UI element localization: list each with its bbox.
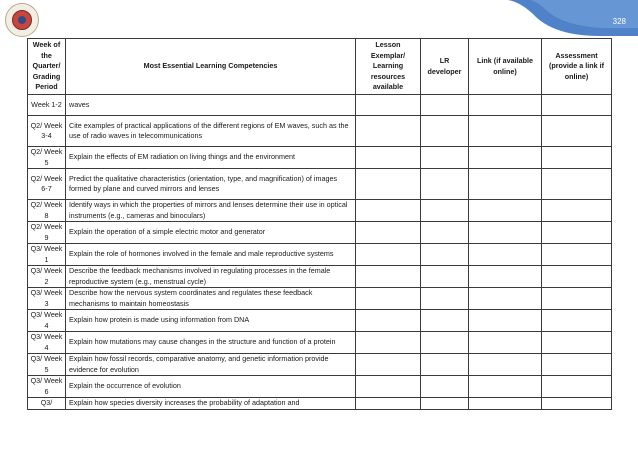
competency-cell: Describe the feedback mechanisms involved in regulating processes in the female reproductive system (e.g., menstrual cycle) — [66, 266, 356, 288]
link-cell — [469, 244, 542, 266]
competency-cell: Explain the role of hormones involved in the female and male reproductive systems — [66, 244, 356, 266]
lesson-exemplar-cell — [356, 222, 421, 244]
assessment-cell — [542, 147, 612, 169]
table-header-row — [28, 39, 612, 95]
table-row — [28, 310, 612, 332]
table-row — [28, 288, 612, 310]
table-row — [28, 354, 612, 376]
lesson-exemplar-cell — [356, 398, 421, 410]
lesson-exemplar-cell — [356, 169, 421, 200]
lr-developer-cell — [421, 332, 469, 354]
link-cell — [469, 376, 542, 398]
competency-cell: Predict the qualitative characteristics (orientation, type, and magnification) of images formed by plane and curved mirrors and lenses — [66, 169, 356, 200]
table-row — [28, 200, 612, 222]
table-row — [28, 169, 612, 200]
link-cell — [469, 354, 542, 376]
lr-developer-cell — [421, 310, 469, 332]
competencies-table — [27, 38, 612, 410]
table-row — [28, 398, 612, 410]
assessment-cell — [542, 288, 612, 310]
week-cell: Week 1-2 — [28, 95, 66, 116]
lesson-exemplar-cell — [356, 288, 421, 310]
competency-cell: Describe how the nervous system coordinates and regulates these feedback mechanisms to maintain homeostasis — [66, 288, 356, 310]
competency-cell: Explain how fossil records, comparative anatomy, and genetic information provide evidence for evolution — [66, 354, 356, 376]
week-cell: Q3/ Week 4 — [28, 332, 66, 354]
link-cell — [469, 310, 542, 332]
week-cell: Q3/ Week 5 — [28, 354, 66, 376]
header-lr-developer: LR developer — [421, 39, 469, 95]
link-cell — [469, 288, 542, 310]
link-cell — [469, 95, 542, 116]
competency-cell: Explain the occurrence of evolution — [66, 376, 356, 398]
lesson-exemplar-cell — [356, 147, 421, 169]
competency-cell: waves — [66, 95, 356, 116]
assessment-cell — [542, 354, 612, 376]
header-assessment: Assessment (provide a link if online) — [542, 39, 612, 95]
link-cell — [469, 332, 542, 354]
link-cell — [469, 147, 542, 169]
assessment-cell — [542, 169, 612, 200]
header-link: Link (if available online) — [469, 39, 542, 95]
seal-emblem — [12, 10, 32, 30]
page-number: 328 — [612, 17, 626, 26]
assessment-cell — [542, 222, 612, 244]
link-cell — [469, 266, 542, 288]
lr-developer-cell — [421, 266, 469, 288]
week-cell: Q2/ Week 3-4 — [28, 116, 66, 147]
assessment-cell — [542, 266, 612, 288]
lr-developer-cell — [421, 116, 469, 147]
lesson-exemplar-cell — [356, 310, 421, 332]
link-cell — [469, 116, 542, 147]
seal-core — [18, 16, 26, 24]
week-cell: Q3/ Week 3 — [28, 288, 66, 310]
assessment-cell — [542, 200, 612, 222]
week-cell: Q2/ Week 8 — [28, 200, 66, 222]
lr-developer-cell — [421, 222, 469, 244]
deped-seal-logo — [5, 3, 39, 37]
assessment-cell — [542, 332, 612, 354]
lr-developer-cell — [421, 288, 469, 310]
week-cell: Q3/ — [28, 398, 66, 410]
lesson-exemplar-cell — [356, 266, 421, 288]
table-row — [28, 95, 612, 116]
lesson-exemplar-cell — [356, 116, 421, 147]
link-cell — [469, 169, 542, 200]
week-cell: Q2/ Week 5 — [28, 147, 66, 169]
assessment-cell — [542, 95, 612, 116]
table-row — [28, 332, 612, 354]
competency-cell: Cite examples of practical applications of the different regions of EM waves, such as the use of radio waves in telecommunications — [66, 116, 356, 147]
header-week: Week of the Quarter/ Grading Period — [28, 39, 66, 95]
link-cell — [469, 398, 542, 410]
table-row — [28, 244, 612, 266]
lr-developer-cell — [421, 169, 469, 200]
lr-developer-cell — [421, 398, 469, 410]
lesson-exemplar-cell — [356, 354, 421, 376]
week-cell: Q2/ Week 9 — [28, 222, 66, 244]
header-lesson-exemplar: Lesson Exemplar/ Learning resources available — [356, 39, 421, 95]
header-competencies: Most Essential Learning Competencies — [66, 39, 356, 95]
lr-developer-cell — [421, 354, 469, 376]
week-cell: Q3/ Week 4 — [28, 310, 66, 332]
week-cell: Q3/ Week 1 — [28, 244, 66, 266]
link-cell — [469, 222, 542, 244]
week-cell: Q3/ Week 2 — [28, 266, 66, 288]
lesson-exemplar-cell — [356, 95, 421, 116]
assessment-cell — [542, 244, 612, 266]
assessment-cell — [542, 398, 612, 410]
assessment-cell — [542, 116, 612, 147]
competency-cell: Explain the effects of EM radiation on living things and the environment — [66, 147, 356, 169]
table-row — [28, 222, 612, 244]
week-cell: Q2/ Week 6-7 — [28, 169, 66, 200]
assessment-cell — [542, 376, 612, 398]
competency-cell: Explain how protein is made using information from DNA — [66, 310, 356, 332]
lesson-exemplar-cell — [356, 332, 421, 354]
competency-cell: Explain how species diversity increases the probability of adaptation and — [66, 398, 356, 410]
competency-cell: Explain how mutations may cause changes in the structure and function of a protein — [66, 332, 356, 354]
lesson-exemplar-cell — [356, 376, 421, 398]
table-row — [28, 116, 612, 147]
table-row — [28, 147, 612, 169]
competency-cell: Identify ways in which the properties of mirrors and lenses determine their use in optical instruments (e.g., cameras and binoculars) — [66, 200, 356, 222]
lesson-exemplar-cell — [356, 200, 421, 222]
lr-developer-cell — [421, 147, 469, 169]
table-row — [28, 266, 612, 288]
table-row — [28, 376, 612, 398]
link-cell — [469, 200, 542, 222]
lr-developer-cell — [421, 95, 469, 116]
lr-developer-cell — [421, 200, 469, 222]
week-cell: Q3/ Week 6 — [28, 376, 66, 398]
lesson-exemplar-cell — [356, 244, 421, 266]
assessment-cell — [542, 310, 612, 332]
competency-cell: Explain the operation of a simple electric motor and generator — [66, 222, 356, 244]
lr-developer-cell — [421, 244, 469, 266]
lr-developer-cell — [421, 376, 469, 398]
